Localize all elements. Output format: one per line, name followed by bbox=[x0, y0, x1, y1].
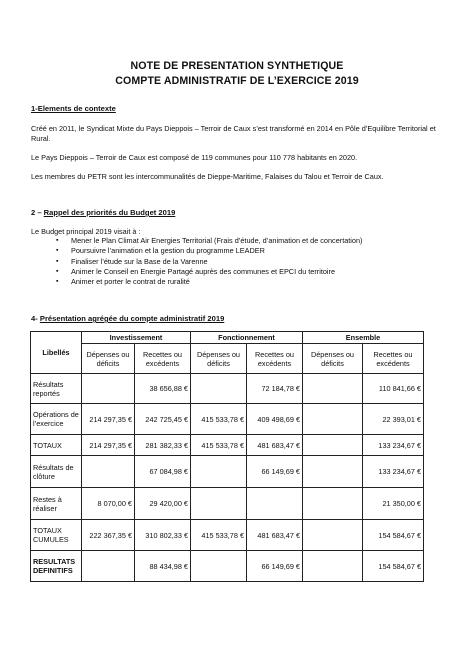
section2-heading-number: 2 – bbox=[31, 208, 44, 217]
subheader-depenses: Dépenses ou déficits bbox=[303, 344, 363, 374]
cell-value: 133 234,67 € bbox=[363, 435, 424, 456]
table-row bbox=[31, 456, 424, 488]
cell-value: 154 584,67 € bbox=[363, 551, 424, 582]
cell-value: 154 584,67 € bbox=[363, 520, 424, 551]
cell-value: 110 841,66 € bbox=[363, 374, 424, 404]
row-label: TOTAUX CUMULES bbox=[31, 520, 82, 551]
row-label: Résultats de clôture bbox=[31, 456, 82, 488]
cell-value: 242 725,45 € bbox=[135, 404, 191, 435]
table-row bbox=[31, 551, 424, 582]
table-row bbox=[31, 404, 424, 435]
cell-value bbox=[82, 551, 135, 582]
cell-value bbox=[191, 456, 247, 488]
section2-intro: Le Budget principal 2019 visait à : bbox=[31, 227, 141, 236]
document-title-line2: COMPTE ADMINISTRATIF DE L’EXERCICE 2019 bbox=[115, 75, 359, 87]
cell-value bbox=[82, 374, 135, 404]
cell-value bbox=[303, 404, 363, 435]
section1-paragraph-3: Les membres du PETR sont les intercommunalités de Dieppe-Maritime, Falaises du Talou et Terroir de Caux. bbox=[31, 172, 384, 181]
table-row bbox=[31, 435, 424, 456]
cell-value bbox=[82, 456, 135, 488]
list-item: ▪ Poursuivre l’animation et la gestion du programme LEADER bbox=[56, 246, 362, 256]
table-group-header-row bbox=[31, 332, 424, 344]
cell-value bbox=[247, 488, 303, 520]
subheader-recettes: Recettes ou excédents bbox=[135, 344, 191, 374]
row-label: Restes à réaliser bbox=[31, 488, 82, 520]
list-item: ▪ Animer le Conseil en Energie Partagé auprès des communes et EPCI du territoire bbox=[56, 267, 362, 277]
cell-value bbox=[191, 488, 247, 520]
cell-value: 29 420,00 € bbox=[135, 488, 191, 520]
cell-value: 481 683,47 € bbox=[247, 435, 303, 456]
cell-value: 415 533,78 € bbox=[191, 404, 247, 435]
row-label: Résultats reportés bbox=[31, 374, 82, 404]
cell-value: 38 656,88 € bbox=[135, 374, 191, 404]
cell-value: 281 382,33 € bbox=[135, 435, 191, 456]
cell-value: 214 297,35 € bbox=[82, 435, 135, 456]
table-subheader-row bbox=[31, 344, 424, 374]
cell-value: 415 533,78 € bbox=[191, 520, 247, 551]
cell-value: 72 184,78 € bbox=[247, 374, 303, 404]
table-row bbox=[31, 520, 424, 551]
row-header-labels: Libellés bbox=[31, 332, 82, 374]
cell-value: 8 070,00 € bbox=[82, 488, 135, 520]
cell-value: 21 350,00 € bbox=[363, 488, 424, 520]
section4-heading-text: Présentation agrégée du compte administratif 2019 bbox=[39, 314, 225, 323]
list-item: ▪ Finaliser l’étude sur la Base de la Varenne bbox=[56, 257, 362, 267]
cell-value: 415 533,78 € bbox=[191, 435, 247, 456]
cell-value bbox=[303, 551, 363, 582]
section1-paragraph-1: Créé en 2011, le Syndicat Mixte du Pays Dieppois – Terroir de Caux s’est transformé en 2014 en Pôle d’Equilibre Territorial et Rural. bbox=[31, 124, 436, 144]
section2-heading-text: Rappel des priorités du Budget 2019 bbox=[43, 208, 176, 217]
cell-value bbox=[303, 374, 363, 404]
list-item: ▪ Animer et porter le contrat de ruralité bbox=[56, 277, 362, 287]
cell-value: 66 149,69 € bbox=[247, 551, 303, 582]
cell-value bbox=[303, 435, 363, 456]
subheader-depenses: Dépenses ou déficits bbox=[191, 344, 247, 374]
priorities-list bbox=[56, 236, 362, 287]
cell-value bbox=[303, 488, 363, 520]
financial-summary-table bbox=[30, 331, 424, 582]
section2-heading bbox=[31, 208, 175, 218]
cell-value: 67 084,98 € bbox=[135, 456, 191, 488]
cell-value: 222 367,35 € bbox=[82, 520, 135, 551]
group-header-fonctionnement: Fonctionnement bbox=[191, 332, 303, 344]
row-label: Opérations de l’exercice bbox=[31, 404, 82, 435]
cell-value: 88 434,98 € bbox=[135, 551, 191, 582]
cell-value: 409 498,69 € bbox=[247, 404, 303, 435]
subheader-recettes: Recettes ou excédents bbox=[363, 344, 424, 374]
cell-value bbox=[303, 456, 363, 488]
subheader-recettes: Recettes ou excédents bbox=[247, 344, 303, 374]
row-label: TOTAUX bbox=[31, 435, 82, 456]
document-title-line1: NOTE DE PRESENTATION SYNTHETIQUE bbox=[130, 60, 344, 72]
section1-heading-text: 1-Elements de contexte bbox=[31, 104, 116, 113]
cell-value: 22 393,01 € bbox=[363, 404, 424, 435]
section1-heading bbox=[31, 104, 116, 114]
cell-value bbox=[303, 520, 363, 551]
cell-value: 66 149,69 € bbox=[247, 456, 303, 488]
cell-value bbox=[191, 374, 247, 404]
cell-value bbox=[191, 551, 247, 582]
section1-paragraph-2: Le Pays Dieppois – Terroir de Caux est composé de 119 communes pour 110 778 habitants en 2020. bbox=[31, 153, 358, 162]
cell-value: 133 234,67 € bbox=[363, 456, 424, 488]
group-header-ensemble: Ensemble bbox=[303, 332, 424, 344]
row-label: RESULTATS DEFINITIFS bbox=[31, 551, 82, 582]
section4-heading bbox=[31, 314, 224, 324]
group-header-investissement: Investissement bbox=[82, 332, 191, 344]
table-row bbox=[31, 488, 424, 520]
list-item: ▪ Mener le Plan Climat Air Energies Territorial (Frais d’étude, d’animation et de concertation) bbox=[56, 236, 362, 246]
cell-value: 310 802,33 € bbox=[135, 520, 191, 551]
cell-value: 481 683,47 € bbox=[247, 520, 303, 551]
subheader-depenses: Dépenses ou déficits bbox=[82, 344, 135, 374]
cell-value: 214 297,35 € bbox=[82, 404, 135, 435]
table-row bbox=[31, 374, 424, 404]
section4-heading-number: 4- bbox=[31, 314, 40, 323]
